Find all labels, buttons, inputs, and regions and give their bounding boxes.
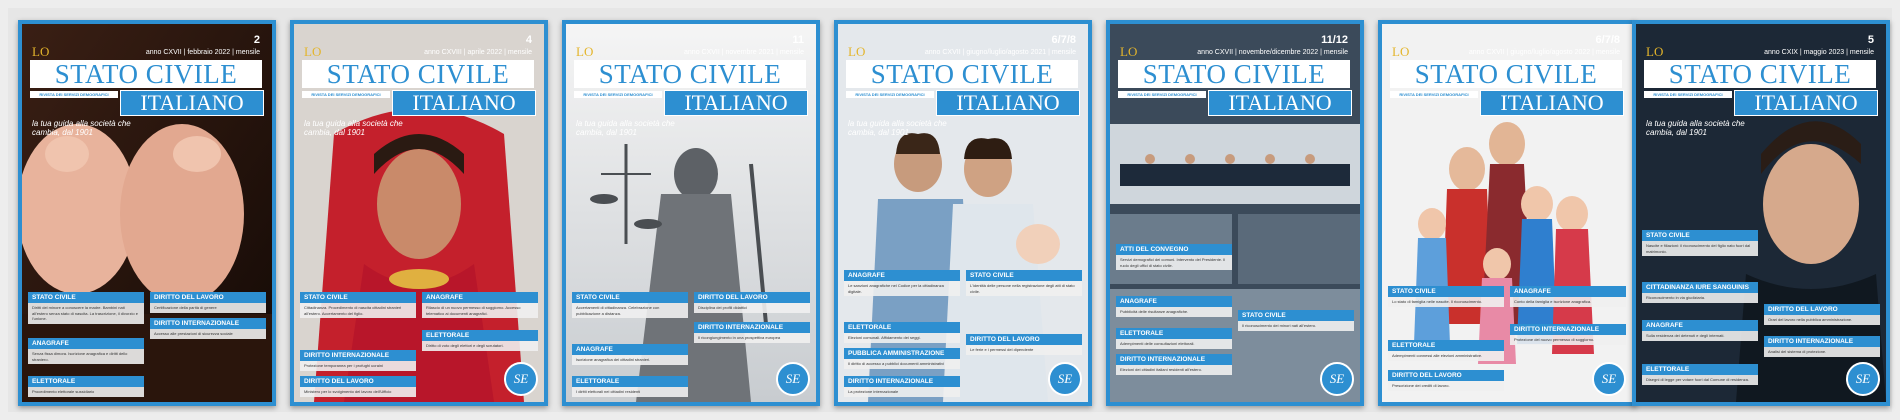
section: DIRITTO DEL LAVORO Prescrizione dei crediti di lavoro.	[1388, 370, 1504, 391]
cover-gallery	[8, 8, 1892, 412]
tagline: la tua guida alla società che cambia, dal 1901	[848, 119, 947, 137]
tagline: la tua guida alla società che cambia, dal 1901	[304, 119, 403, 137]
section: DIRITTO INTERNAZIONALE Elezioni dei cittadini italiani residenti all'estero.	[1116, 354, 1232, 375]
se-logo: SE	[1320, 362, 1354, 396]
section: DIRITTO INTERNAZIONALE Protezione temporanea per i profughi ucraini	[300, 350, 416, 371]
issue-number: 5	[1867, 34, 1874, 46]
magazine-cover[interactable]	[562, 20, 820, 406]
brand-subtitle: RIVISTA DEI SERVIZI DEMOGRAFICI	[846, 91, 934, 98]
brand-subtitle: RIVISTA DEI SERVIZI DEMOGRAFICI	[574, 91, 662, 98]
section: ELETTORALE Diritto di voto degli elettori e degli scrutatori.	[422, 330, 538, 351]
brand-title: STATO CIVILE	[302, 60, 534, 88]
brand-lo: LO	[1646, 44, 1664, 59]
issue-number: 2	[253, 34, 260, 46]
section: DIRITTO INTERNAZIONALE Accesso alle prestazioni di sicurezza sociale	[150, 318, 266, 339]
section: ANAGRAFE Sulla residenza dei detenuti e degli internati.	[1642, 320, 1758, 341]
section: ELETTORALE Adempimenti connessi alle elezioni amministrative.	[1388, 340, 1504, 361]
brand-lo: LO	[1120, 44, 1138, 59]
section: STATO CIVILE Il riconoscimento dei minori nati all'estero.	[1238, 310, 1354, 331]
issue-meta: anno CXIX | maggio 2023 | mensile	[1764, 49, 1874, 57]
brand-title: STATO CIVILE	[574, 60, 806, 88]
se-logo: SE	[776, 362, 810, 396]
brand-title: STATO CIVILE	[1118, 60, 1350, 88]
brand-lo: LO	[1392, 44, 1410, 59]
section: STATO CIVILE Lo stato di famiglia nelle nascite. Il riconoscimento.	[1388, 286, 1504, 307]
section: STATO CIVILE Cittadinanza. Procedimento di nascita cittadini stranieri all'estero. Accertamento del figlio.	[300, 292, 416, 318]
issue-number: 4	[525, 34, 532, 46]
masthead	[18, 24, 276, 136]
section: ANAGRAFE Rilascio di un nuovo permesso di soggiorno. Accesso telematico ai documenti anagrafici.	[422, 292, 538, 318]
section: DIRITTO INTERNAZIONALE Protezione del nuovo permesso di soggiorno.	[1510, 324, 1626, 345]
brand-subtitle: RIVISTA DEI SERVIZI DEMOGRAFICI	[302, 91, 390, 98]
brand-subtitle: RIVISTA DEI SERVIZI DEMOGRAFICI	[1390, 91, 1478, 98]
section: ANAGRAFE Senza fissa dimora. Iscrizione anagrafica e diritti dello straniero.	[28, 338, 144, 364]
brand-subtitle: RIVISTA DEI SERVIZI DEMOGRAFICI	[1644, 91, 1732, 98]
section: ANAGRAFE Le sanzioni anagrafiche nel Codice per la cittadinanza digitale.	[844, 270, 960, 296]
section: ELETTORALE Disegni di legge per votare fuori dal Comune di residenza.	[1642, 364, 1758, 385]
issue-meta: anno CXVII | giugno/luglio/agosto 2021 | mensile	[924, 49, 1076, 57]
magazine-cover[interactable]	[1378, 20, 1636, 406]
section: ANAGRAFE Iscrizione anagrafica dei cittadini stranieri.	[572, 344, 688, 365]
brand-italiano: ITALIANO	[120, 90, 264, 116]
brand-title: STATO CIVILE	[846, 60, 1078, 88]
issue-number: 6/7/8	[1595, 34, 1620, 46]
section: PUBBLICA AMMINISTRAZIONE Il diritto di accesso a pubblici documenti amministrativi	[844, 348, 960, 369]
issue-number: 6/7/8	[1051, 34, 1076, 46]
section: DIRITTO DEL LAVORO Ministero per lo svolgimento del lavoro dell'Ufficio	[300, 376, 416, 397]
brand-italiano: ITALIANO	[1734, 90, 1878, 116]
brand-lo: LO	[32, 44, 50, 59]
tagline: la tua guida alla società che cambia, dal 1901	[576, 119, 675, 137]
section: DIRITTO DEL LAVORO Orari del lavoro nella pubblica amministrazione.	[1764, 304, 1880, 325]
masthead	[1632, 24, 1890, 136]
issue-meta: anno CXVII | novembre/dicembre 2022 | mensile	[1197, 49, 1348, 57]
magazine-cover[interactable]	[1632, 20, 1890, 406]
brand-lo: LO	[304, 44, 322, 59]
se-logo: SE	[1846, 362, 1880, 396]
masthead	[290, 24, 548, 136]
brand-italiano: ITALIANO	[664, 90, 808, 116]
section: ATTI DEL CONVEGNO Servizi demografici dei comuni. Intervento del Presidente. Il ruolo degli uffici di stato civile.	[1116, 244, 1232, 270]
brand-italiano: ITALIANO	[392, 90, 536, 116]
section: STATO CIVILE Accertamenti di cittadinanza. Celebrazione con pubblicazione a distanza.	[572, 292, 688, 318]
masthead	[1378, 24, 1636, 136]
brand-lo: LO	[576, 44, 594, 59]
section: DIRITTO DEL LAVORO Certificazione della parità di genere	[150, 292, 266, 313]
brand-lo: LO	[848, 44, 866, 59]
section: STATO CIVILE L'identità delle persone nella registrazione degli atti di stato civile.	[966, 270, 1082, 296]
tagline: la tua guida alla società che cambia, dal 1901	[1646, 119, 1745, 137]
issue-number: 11/12	[1321, 34, 1348, 46]
brand-title: STATO CIVILE	[1644, 60, 1876, 88]
se-logo: SE	[1048, 362, 1082, 396]
issue-number: 11	[792, 34, 804, 46]
section: CITTADINANZA IURE SANGUINIS Riconoscimento in via giudiziaria.	[1642, 282, 1758, 303]
section: DIRITTO INTERNAZIONALE Analisi del sistema di protezione.	[1764, 336, 1880, 357]
se-logo: SE	[1592, 362, 1626, 396]
issue-meta: anno CXVIII | aprile 2022 | mensile	[424, 49, 532, 57]
section: STATO CIVILE Nascite e filiazioni: il riconoscimento del figlio nato fuori dal matrimonio.	[1642, 230, 1758, 256]
brand-italiano: ITALIANO	[936, 90, 1080, 116]
tagline: la tua guida alla società che cambia, dal 1901	[32, 119, 131, 137]
masthead	[834, 24, 1092, 136]
section: ANAGRAFE Conto della famiglia e iscrizione anagrafica.	[1510, 286, 1626, 307]
issue-meta: anno CXVII | novembre 2021 | mensile	[684, 49, 804, 57]
section: DIRITTO DEL LAVORO Disciplina dei profili didattici	[694, 292, 810, 313]
section: DIRITTO INTERNAZIONALE La protezione internazionale	[844, 376, 960, 397]
magazine-cover[interactable]	[290, 20, 548, 406]
issue-meta: anno CXVII | febbraio 2022 | mensile	[145, 49, 260, 57]
brand-title: STATO CIVILE	[1390, 60, 1622, 88]
section: ELETTORALE Procedimento elettorale sussidiario	[28, 376, 144, 397]
issue-meta: anno CXVII | giugno/luglio/agosto 2022 | mensile	[1468, 49, 1620, 57]
brand-subtitle: RIVISTA DEI SERVIZI DEMOGRAFICI	[30, 91, 118, 98]
masthead	[562, 24, 820, 136]
brand-title: STATO CIVILE	[30, 60, 262, 88]
brand-subtitle: RIVISTA DEI SERVIZI DEMOGRAFICI	[1118, 91, 1206, 98]
magazine-cover[interactable]	[834, 20, 1092, 406]
magazine-cover[interactable]	[18, 20, 276, 406]
brand-italiano: ITALIANO	[1208, 90, 1352, 116]
masthead	[1106, 24, 1364, 136]
se-logo: SE	[504, 362, 538, 396]
section: DIRITTO DEL LAVORO Le ferie e i permessi del dipendente	[966, 334, 1082, 355]
brand-italiano: ITALIANO	[1480, 90, 1624, 116]
section: ELETTORALE Elezioni comunali. Affidamento dei seggi.	[844, 322, 960, 343]
magazine-cover[interactable]	[1106, 20, 1364, 406]
section: STATO CIVILE Diritti del minore a conoscere la madre. Bambini nati all'estero senza stato di nascita. La trascrizione, il divorzio e l'unione.	[28, 292, 144, 324]
section: ANAGRAFE Pubblicità delle risultanze anagrafiche.	[1116, 296, 1232, 317]
section: ELETTORALE I diritti elettorali nei cittadini residenti	[572, 376, 688, 397]
section: ELETTORALE Adempimenti delle consultazioni elettorali.	[1116, 328, 1232, 349]
section: DIRITTO INTERNAZIONALE Il ricongiungimento in una prospettiva europea	[694, 322, 810, 343]
